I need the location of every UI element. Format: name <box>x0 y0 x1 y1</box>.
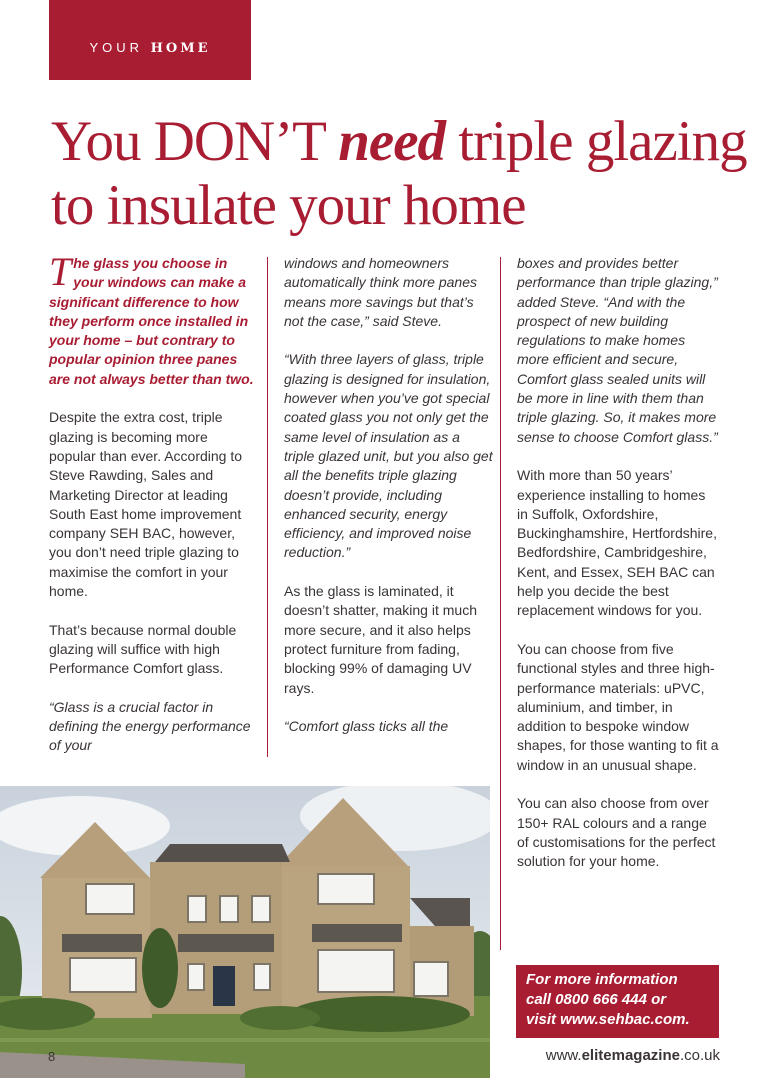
drop-cap: T <box>49 249 72 294</box>
paragraph: You can also choose from over 150+ RAL colours and a range of customisations for the perfect solution for your home. <box>517 795 716 870</box>
quote-paragraph: boxes and provides better performance than triple glazing,” added Steve. “And with the prospect of new building regulations to make homes more efficient and secure, Comfort glass sealed units will be more in line with them than triple glazing. So, it makes more sense to choose Comfort glass.” <box>517 255 718 445</box>
quote-paragraph: “Glass is a crucial factor in defining the energy performance of your <box>49 698 251 754</box>
column-divider <box>267 257 268 757</box>
quote-paragraph: windows and homeowners automatically think more panes means more savings but that’s not the case,” said Steve. <box>284 255 477 329</box>
site-url: www.elitemagazine.co.uk <box>545 1047 720 1064</box>
paragraph: You can choose from five functional styles and three high-performance materials: uPVC, aluminium, and timber, in addition to bespoke window shapes, for those wanting to fit a window in an unusual shape. <box>517 640 719 773</box>
callout-line: visit www.sehbac.com. <box>526 1011 690 1028</box>
article-column-2 <box>284 254 494 756</box>
section-tag-label: YOUR HOME <box>89 40 211 56</box>
quote-paragraph: “With three layers of glass, triple glazing is designed for insulation, however when you’ve got special coated glass you not only get the same level of insulation as a triple glazed unit, but you also get all the benefits triple glazing doesn’t provide, including enhanced security, energy efficiency, and improved noise reduction.” <box>284 351 493 561</box>
article-column-1 <box>49 249 257 775</box>
house-photo <box>0 786 490 1078</box>
section-tag <box>49 0 251 80</box>
article-headline: You DON’T need triple glazing to insulate your home <box>51 110 747 237</box>
contact-callout <box>516 965 719 1038</box>
paragraph: That’s because normal double glazing will suffice with high Performance Comfort glass. <box>49 621 237 677</box>
headline-emphasis: need <box>338 110 446 173</box>
paragraph: As the glass is laminated, it doesn’t shatter, making it much more secure, and it also helps protect furniture from fading, blocking 99% of damaging UV rays. <box>284 583 477 696</box>
lead-paragraph: The glass you choose in your windows can make a significant difference to how they perform once installed in your home – but contrary to popular opinion three panes are not always better than two. <box>49 249 254 387</box>
page-number: 8 <box>48 1049 56 1064</box>
callout-line: call 0800 666 444 or <box>526 991 667 1008</box>
callout-line: For more information <box>526 971 678 988</box>
quote-paragraph: “Comfort glass ticks all the <box>284 718 449 735</box>
column-divider <box>500 257 501 950</box>
article-column-3 <box>517 254 720 891</box>
paragraph: With more than 50 years’ experience installing to homes in Suffolk, Oxfordshire, Buckinghamshire, Hertfordshire, Bedfordshire, Cambridgeshire, Kent, and Essex, SEH BAC can help you decide the best replacement windows for you. <box>517 467 717 619</box>
paragraph: Despite the extra cost, triple glazing is becoming more popular than ever. According to Steve Rawding, Sales and Marketing Director at leading South East home improvement company SEH BAC, however, you don’t need triple glazing to maximise the comfort in your home. <box>49 409 243 600</box>
